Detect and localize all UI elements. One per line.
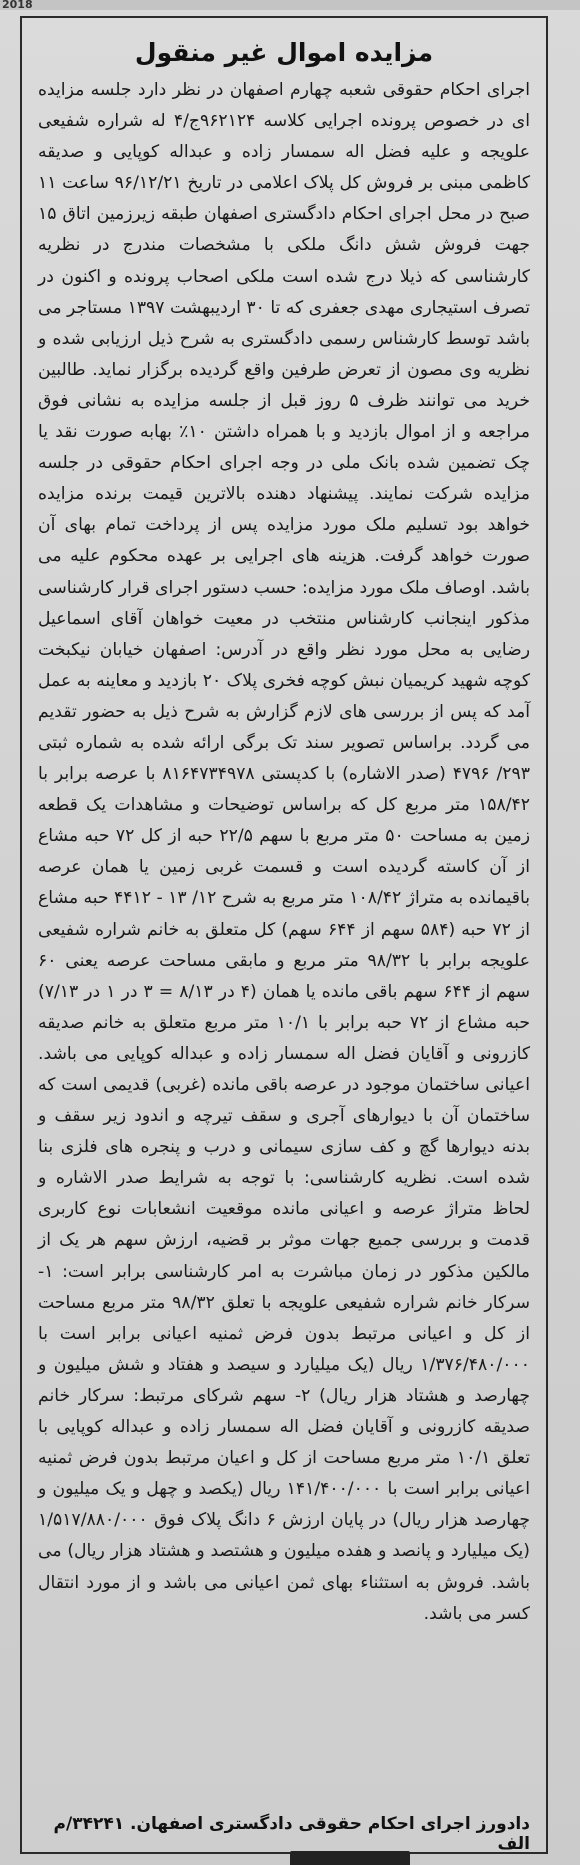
page-year: 2018 — [2, 0, 33, 11]
page-top-strip — [0, 0, 580, 10]
notice-body-text: اجرای احکام حقوقی شعبه چهارم اصفهان در نظر دارد جلسه مزایده ای در خصوص پرونده اجرایی کلاسه ۹۶۲۱۲۴ج/۴ له شراره شفیعی علویجه و علیه فضل اله سمسار زاده و عبداله کوپایی و صدیقه کاظمی مبنی بر فروش کل پلاک اعلامی در تاریخ ۹۶/۱۲/۲۱ ساعت ۱۱ صبح در محل اجرای احکام دادگستری اصفهان طبقه زیرزمین اتاق ۱۵ جهت فروش شش دانگ ملکی با مشخصات مندرج در نظریه کارشناسی که ذیلا درج شده است ملکی اصحاب پرونده و اکنون در تصرف استیجاری مهدی جعفری که تا ۳۰ اردیبهشت ۱۳۹۷ مستاجر می باشد توسط کارشناس رسمی دادگستری به شرح ذیل ارزیابی شده و نظریه وی مصون از تعرض طرفین واقع گردیده برگزار نماید. طالبین خرید می توانند ظرف ۵ روز قبل از جلسه مزایده به نشانی فوق مراجعه و از اموال بازدید و با همراه داشتن ۱۰٪ بهابه صورت نقد یا چک تضمین شده بانک ملی در وجه اجرای احکام حقوقی در جلسه مزایده شرکت نمایند. پیشنهاد دهنده بالاترین قیمت برنده مزایده خواهد بود تسلیم ملک مورد مزایده پس از پرداخت تمام بهای آن صورت خواهد گرفت. هزینه های اجرایی بر عهده محکوم علیه می باشد. اوصاف ملک مورد مزایده: حسب دستور اجرای قرار کارشناسی مذکور اینجانب کارشناس منتخب در معیت خواهان آقای اسماعیل رضایی به محل مورد نظر واقع در آدرس: اصفهان خیابان نیکبخت کوچه شهید کریمیان نبش کوچه فخری پلاک ۲۰ بازدید و معاینه به عمل آمد که پس از بررسی های لازم گزارش به شرح ذیل به حضور تقدیم می گردد. براساس تصویر سند تک برگی ارائه شده به شماره ثبتی ۲۹۳/ ۴۷۹۶ (صدر الاشاره) با کدپستی ۸۱۶۴۷۳۴۹۷۸ با عرصه برابر با ۱۵۸/۴۲ متر مربع کل که براساس توضیحات و مشاهدات یک قطعه زمین به مساحت ۵۰ متر مربع با سهم ۲۲/۵ حبه از کل ۷۲ حبه مشاع از آن کاسته گردیده است و قسمت غربی زمین یا همان عرصه باقیمانده به متراژ ۱۰۸/۴۲ متر مربع به شرح ۱۲/ ۱۳ - ۴۴۱۲ حبه مشاع از ۷۲ حبه (۵۸۴ سهم از ۶۴۴ سهم) کل متعلق به خانم شراره شفیعی علویجه برابر با ۹۸/۳۲ متر مربع و مابقی مساحت عرصه یعنی ۶۰ سهم از ۶۴۴ سهم باقی مانده یا همان (۴ در ۸/۱۳ = ۳ در ۱ در ۷/۱۳) حبه مشاع از ۷۲ حبه برابر با ۱۰/۱ متر مربع متعلق به خانم صدیقه کازرونی و آقایان فضل اله سمسار زاده و عبداله کوپایی می باشد. اعیانی ساختمان موجود در عرصه باقی مانده (غربی) قدیمی است که ساختمان آن با دیوارهای آجری و سقف تیرچه و اندود زیر سقف و بدنه دیوارها گچ و کف سازی سیمانی و درب و پنجره های فلزی بنا شده است. نظریه کارشناسی: با توجه به شرایط صدر الاشاره و لحاظ متراژ عرصه و اعیانی مانده موقعیت انشعابات نوع کاربری قدمت و بررسی جمیع جهات موثر بر قضیه، ارزش سهم هر یک از مالکین مذکور در زمان مباشرت به امر کارشناسی برابر است: ۱- سرکار خانم شراره شفیعی علویجه با تعلق ۹۸/۳۲ متر مربع مساحت از کل و اعیانی مرتبط بدون فرض ثمنیه اعیانی برابر است با ۱/۳۷۶/۴۸۰/۰۰۰ ریال (یک میلیارد و سیصد و هفتاد و شش میلیون و چهارصد و هشتاد هزار ریال) ۲- سهم شرکای مرتبط: سرکار خانم صدیقه کازرونی و آقایان فضل اله سمسار زاده و عبداله کوپایی با تعلق ۱۰/۱ متر مربع مساحت از کل و اعیان مرتبط بدون فرض ثمنیه اعیانی برابر است با ۱۴۱/۴۰۰/۰۰۰ ریال (یکصد و چهل و یک میلیون و چهارصد هزار ریال) در پایان ارزش ۶ دانگ پلاک فوق ۱/۵۱۷/۸۸۰/۰۰۰ (یک میلیارد و پانصد و هفده میلیون و هشتصد و هشتاد هزار ریال) می باشد. فروش به استثناء بهای ثمن اعیانی می باشد و از مورد انتقال کسر می باشد. — [38, 80, 531, 1624]
notice-title: مزایده اموال غیر منقول — [134, 38, 434, 67]
notice-frame — [20, 16, 548, 1854]
notice-footer: دادورز اجرای احکام حقوقی دادگستری اصفهان. ۳۴۲۴۱/م الف — [53, 1814, 530, 1854]
next-column-fragment — [290, 1851, 410, 1865]
notice-body — [38, 75, 530, 1630]
